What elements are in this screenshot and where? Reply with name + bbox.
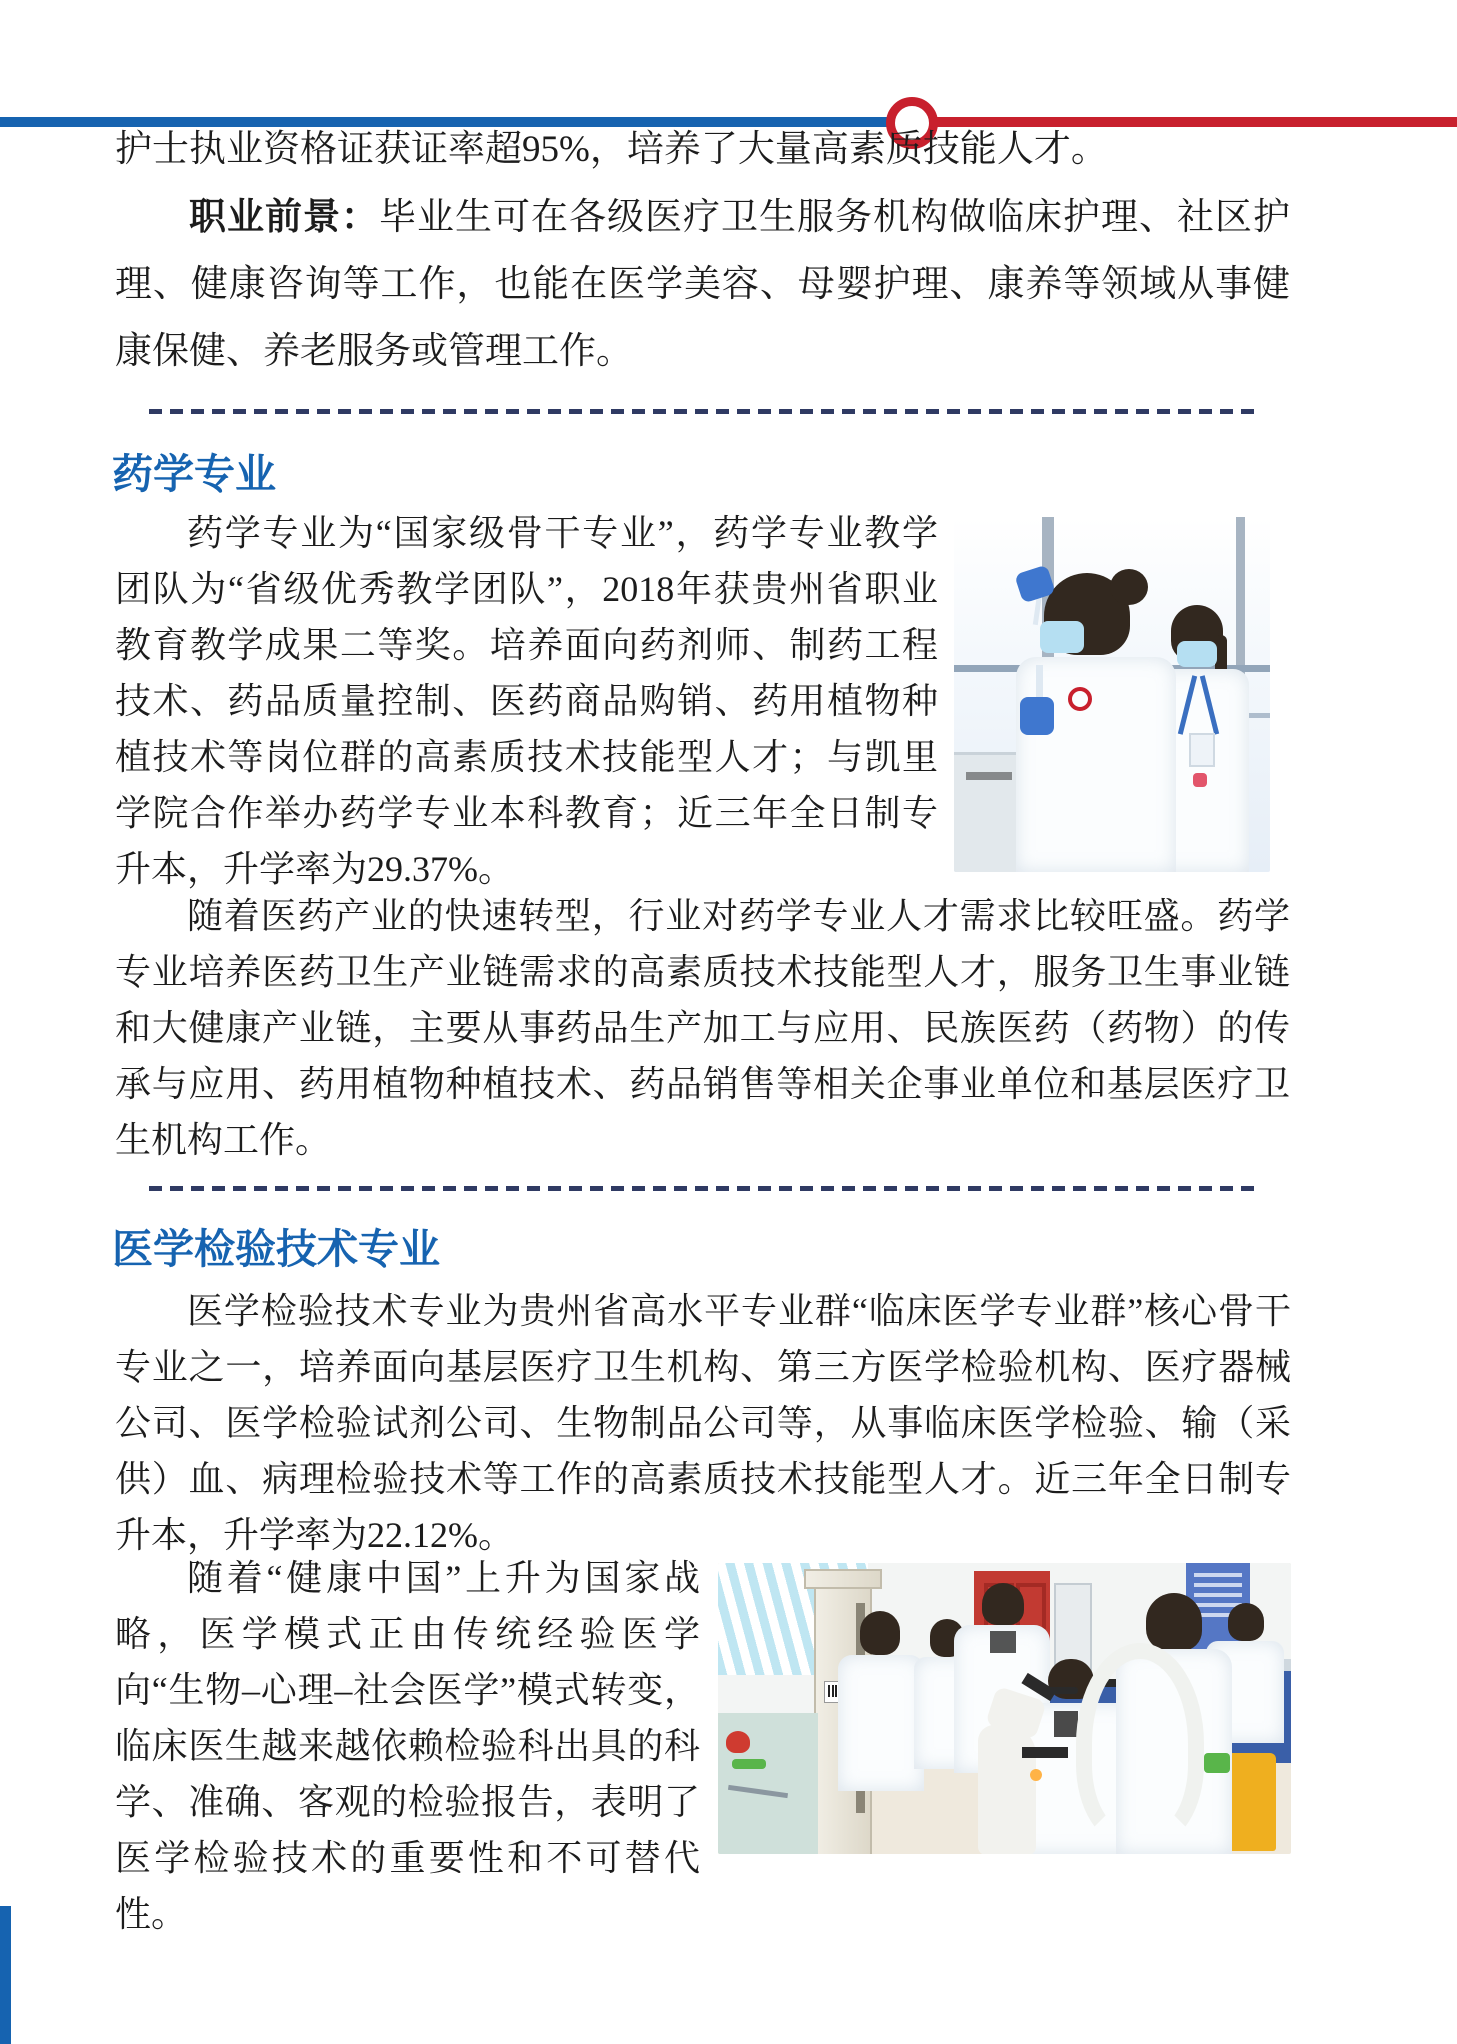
- red-suction-bulb: [726, 1731, 750, 1753]
- pharmacy-section-heading: 药学专业: [112, 451, 276, 497]
- lab-paragraph-1: 医学检验技术专业为贵州省高水平专业群“临床医学专业群”核心骨干专业之一，培养面向基层医疗卫生机构、第三方医学检验机构、医疗器械公司、医学检验试剂公司、生物制品公司等，从事临床医学检验、输（采供）血、病理检验技术等工作的高素质技术技能型人才。近三年全日制专升本，升学率为22.12%。: [115, 1291, 1291, 1555]
- nursing-section: [115, 116, 1290, 385]
- medical-lab-photo: [718, 1563, 1291, 1854]
- id-badge: [1189, 733, 1215, 767]
- pharmacy-paragraph-1-wrap: [115, 505, 1272, 897]
- foreground-face-mask: [1040, 621, 1084, 653]
- green-pad: [732, 1759, 766, 1769]
- scope-body: [978, 1725, 1036, 1854]
- white-hose-arc: [1076, 1643, 1204, 1845]
- barcode-stripes: [828, 1685, 830, 1697]
- poster-text-lines: [1194, 1573, 1242, 1577]
- scope-light: [1030, 1769, 1042, 1781]
- pharmacy-paragraph-1: 药学专业为“国家级骨干专业”，药学专业教学团队为“省级优秀教学团队”，2018年获贵州省职业教育教学成果二等奖。培养面向药剂师、制药工程技术、药品质量控制、医药商品购销、药用植物种植技术等岗位群的高素质技术技能型人才；与凯里学院合作举办药学专业本科教育；近三年全日制专升本，升学率为29.37%。: [115, 513, 938, 889]
- instrument-column-cap: [804, 1569, 882, 1589]
- green-clamp: [1204, 1753, 1230, 1773]
- hair-bun: [1110, 569, 1148, 605]
- pharmacy-paragraph-2: 随着医药产业的快速转型，行业对药学专业人才需求比较旺盛。药学专业培养医药卫生产业链需求的高素质技术技能型人才，服务卫生事业链和大健康产业链，主要从事药品生产加工与应用、民族医药（药物）的传承与应用、药用植物种植技术、药品销售等相关企事业单位和基层医疗卫生机构工作。: [115, 896, 1290, 1160]
- student-1: [838, 1611, 924, 1791]
- lab-section-heading: 医学检验技术专业: [112, 1226, 440, 1272]
- photo-student-foreground: [1006, 569, 1176, 872]
- nursing-career-paragraph: [115, 183, 1290, 385]
- pharmacy-paragraph-2-wrap: [115, 888, 1290, 1168]
- career-prospects-label: 职业前景：: [189, 196, 379, 237]
- pharmacy-lab-photo: [954, 517, 1270, 872]
- red-cap-item: [1193, 773, 1207, 787]
- nursing-line: 护士执业资格证获证率超95%，培养了大量高素质技能人才。: [115, 129, 1108, 170]
- scope-stage: [1022, 1747, 1068, 1758]
- career-prospects-text: 毕业生可在各级医疗卫生服务机构做临床护理、社区护理、健康咨询等工作，也能在医学美容、母婴护理、康养等领域从事健康保健、养老服务或管理工作。: [115, 197, 1290, 372]
- lab-paragraph-1-wrap: [115, 1283, 1291, 1563]
- section-divider-2: [149, 1186, 1254, 1191]
- lab-paragraph-2: 随着“健康中国”上升为国家战略，医学模式正由传统经验医学向“生物–心理–社会医学”模式转变，临床医生越来越依赖检验科出具的科学、准确、客观的检验报告，表明了医学检验技术的重要性和不可替代性。: [115, 1558, 700, 1934]
- section-divider-1: [149, 409, 1254, 414]
- lab-paragraph-2-wrap: [115, 1550, 1291, 1942]
- page-accent-bar: [0, 1906, 11, 2044]
- student-face-mask: [1177, 641, 1217, 667]
- coat-logo: [1068, 687, 1092, 711]
- glove-holding: [1020, 697, 1054, 735]
